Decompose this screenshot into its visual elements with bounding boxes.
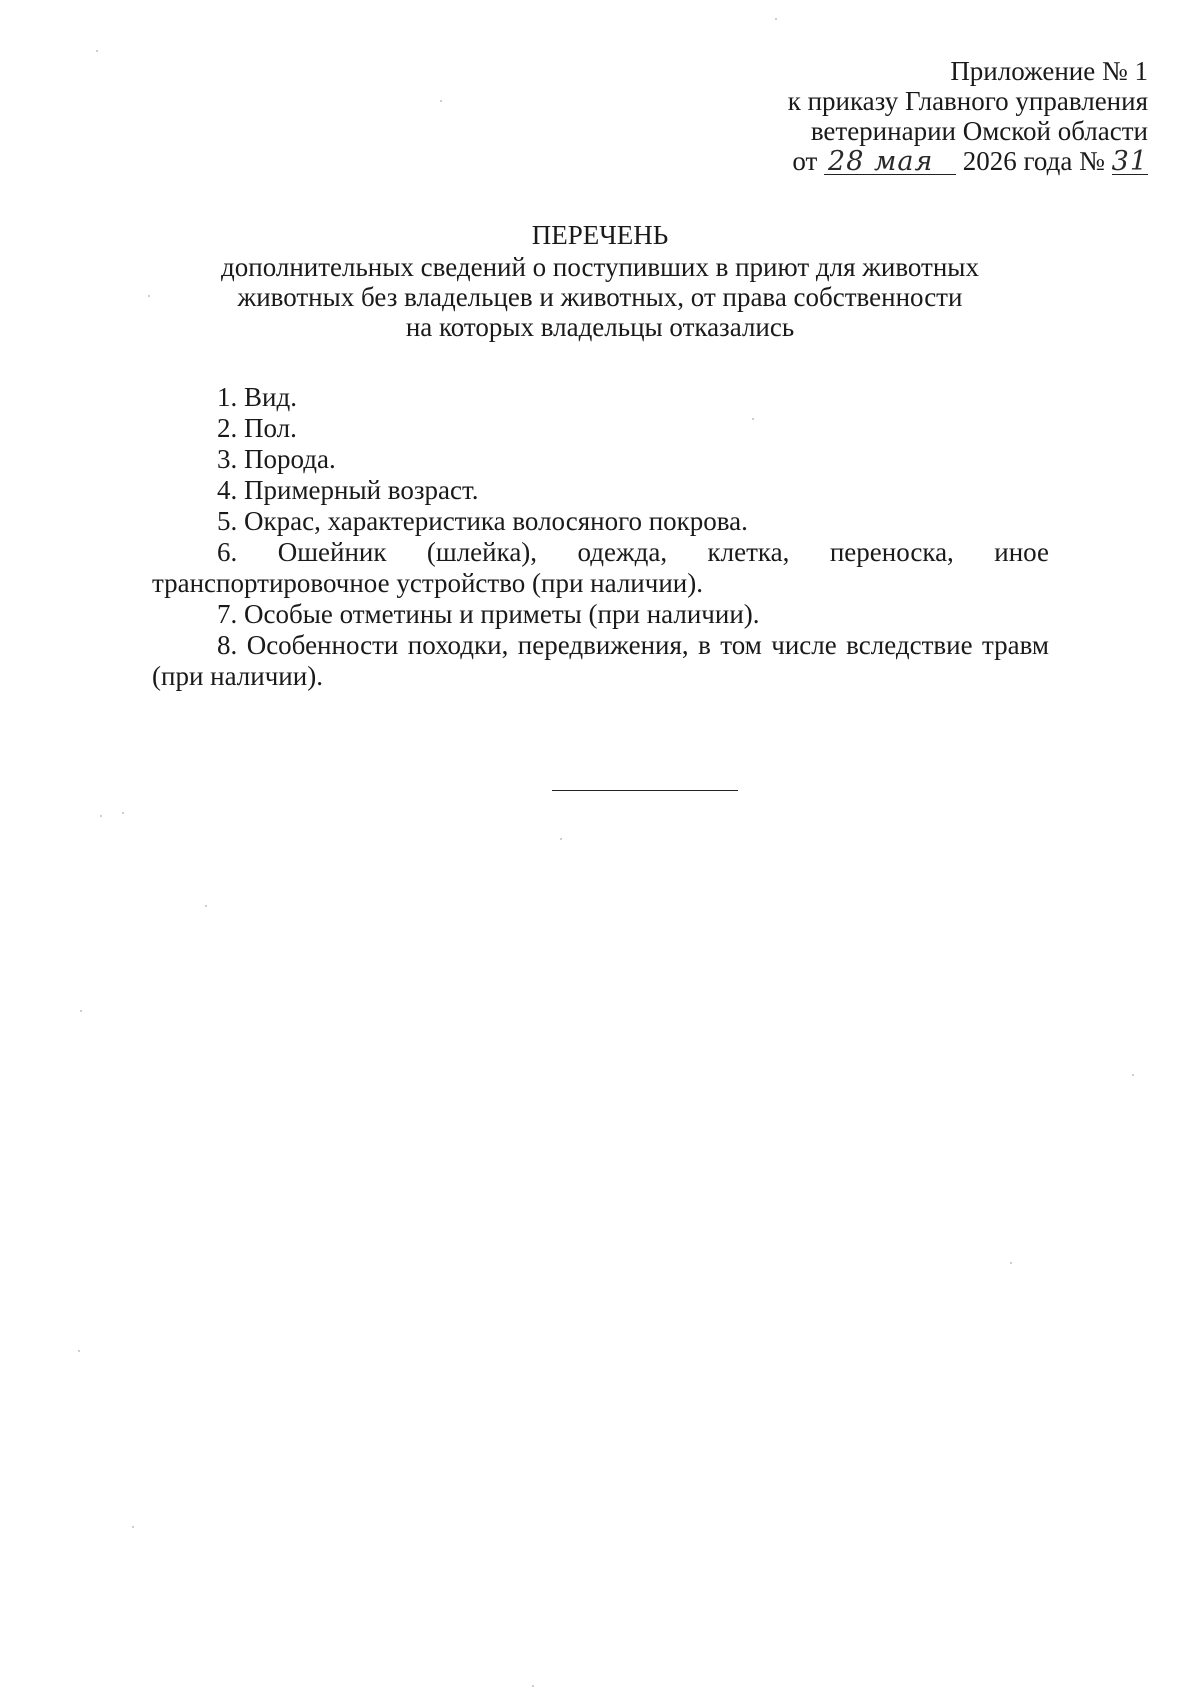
list-item: 1. Вид. <box>217 382 297 412</box>
document-title <box>150 220 1050 342</box>
order-reference: к приказу Главного управления <box>787 86 1148 116</box>
list-item: 8. Особенности походки, передвижения, в том числе вследствие травм (при наличии). <box>152 630 1049 691</box>
title-subtitle-line-1: дополнительных сведений о поступивших в приют для животных <box>221 252 979 282</box>
handwritten-date: 28 мая <box>824 150 956 175</box>
title-main: ПЕРЕЧЕНЬ <box>531 220 669 250</box>
items-list <box>152 382 1049 692</box>
list-item: 6. Ошейник (шлейка), одежда, клетка, переноска, иное транспортировочное устройство (при наличии). <box>152 537 1049 598</box>
list-item: 3. Порода. <box>217 444 336 474</box>
list-item: 2. Пол. <box>217 413 297 443</box>
title-subtitle-line-3: на которых владельцы отказались <box>405 312 795 342</box>
authority-name: ветеринарии Омской области <box>810 116 1148 146</box>
list-item: 4. Примерный возраст. <box>217 475 479 505</box>
title-subtitle-line-2: животных без владельцев и животных, от права собственности <box>237 282 963 312</box>
order-date-line <box>628 146 1148 176</box>
handwritten-order-number: 31 <box>1111 146 1148 177</box>
appendix-number: Приложение № 1 <box>950 56 1148 86</box>
end-divider <box>552 790 738 791</box>
list-item: 7. Особые отметины и приметы (при наличии). <box>217 599 760 629</box>
appendix-header <box>628 56 1148 176</box>
list-item: 5. Окрас, характеристика волосяного покрова. <box>217 506 748 536</box>
date-prefix: от <box>792 146 818 176</box>
date-year: 2026 года № <box>962 146 1105 176</box>
